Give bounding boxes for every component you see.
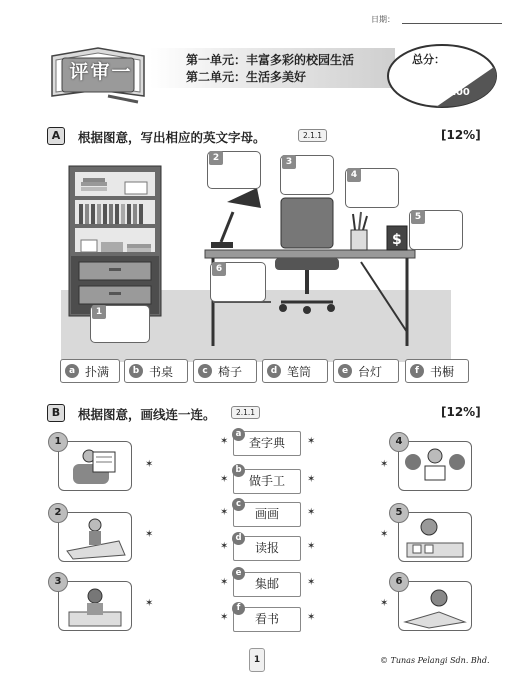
date-line	[402, 23, 502, 24]
word-dot-left-f[interactable]: ✶	[220, 612, 229, 623]
number-6-flower: 6	[389, 572, 409, 592]
word-dot-left-e[interactable]: ✶	[220, 577, 229, 588]
number-3-flower: 3	[48, 572, 68, 592]
option-c	[193, 359, 257, 383]
unit-1-title: 第一单元：丰富多彩的校园生活	[186, 53, 355, 67]
option-letter: d	[267, 364, 281, 378]
word-dot-left-c[interactable]: ✶	[220, 507, 229, 518]
number-2-flower: 2	[48, 503, 68, 523]
answer-number-6: 6	[212, 262, 226, 276]
word-dot-left-b[interactable]: ✶	[220, 474, 229, 485]
picture-card-5	[398, 512, 472, 562]
word-box-c: 画画	[233, 502, 301, 527]
handicraft-illustration	[59, 582, 131, 630]
word-dot-right-a[interactable]: ✶	[307, 436, 316, 447]
answer-number-5: 5	[411, 210, 425, 224]
svg-text:$: $	[392, 232, 402, 248]
picture-card-3	[58, 581, 132, 631]
picture-card-1	[58, 441, 132, 491]
option-text: 椅子	[218, 364, 243, 379]
word-box-f: 看书	[233, 607, 301, 632]
number-4-flower: 4	[389, 432, 409, 452]
word-box-a: 查字典	[233, 431, 301, 456]
option-d	[262, 359, 328, 383]
word-letter-a: a	[232, 428, 245, 441]
score-max: 100	[449, 87, 470, 98]
picture-card-6	[398, 581, 472, 631]
word-box-d: 读报	[233, 536, 301, 561]
number-5-flower: 5	[389, 503, 409, 523]
word-dot-left-a[interactable]: ✶	[220, 436, 229, 447]
option-text: 书桌	[149, 364, 174, 379]
section-a-marks: [12%]	[441, 128, 481, 142]
dictionary-illustration	[399, 582, 471, 630]
section-a-instruction: 根据图意，写出相应的英文字母。	[78, 130, 266, 145]
option-letter: e	[338, 364, 352, 378]
word-box-b: 做手工	[233, 469, 301, 494]
connect-dot-1[interactable]: ✶	[145, 459, 154, 470]
option-letter: c	[198, 364, 212, 378]
section-b-marks: [12%]	[441, 405, 481, 419]
section-a-badge: A	[47, 127, 65, 145]
picture-card-4	[398, 441, 472, 491]
connect-dot-5[interactable]: ✶	[380, 529, 389, 540]
section-b-badge: B	[47, 404, 65, 422]
answer-number-2: 2	[209, 151, 223, 165]
connect-dot-3[interactable]: ✶	[145, 598, 154, 609]
word-dot-right-c[interactable]: ✶	[307, 507, 316, 518]
answer-number-1: 1	[92, 305, 106, 319]
section-b-code: 2.1.1	[231, 406, 260, 419]
option-text: 扑满	[85, 364, 110, 379]
unit-2-title: 第二单元：生活多美好	[186, 70, 307, 84]
copyright-text: © Tunas Pelangi Sdn. Bhd.	[380, 656, 490, 665]
option-text: 台灯	[358, 364, 383, 379]
score-label: 总分：	[412, 53, 445, 66]
word-letter-b: b	[232, 464, 245, 477]
word-dot-left-d[interactable]: ✶	[220, 541, 229, 552]
connect-dot-6[interactable]: ✶	[380, 598, 389, 609]
word-box-e: 集邮	[233, 572, 301, 597]
option-letter: f	[410, 364, 424, 378]
connect-dot-2[interactable]: ✶	[145, 529, 154, 540]
option-text: 书橱	[430, 364, 455, 379]
word-letter-c: c	[232, 498, 245, 511]
picture-card-2	[58, 512, 132, 562]
section-a-code: 2.1.1	[298, 129, 327, 142]
section-b-instruction: 根据图意，画线连一连。	[78, 407, 216, 422]
connect-dot-4[interactable]: ✶	[380, 459, 389, 470]
word-dot-right-f[interactable]: ✶	[307, 612, 316, 623]
word-dot-right-d[interactable]: ✶	[307, 541, 316, 552]
answer-number-4: 4	[347, 168, 361, 182]
option-letter: b	[129, 364, 143, 378]
option-a	[60, 359, 120, 383]
drawing-illustration	[59, 513, 131, 561]
option-b	[124, 359, 188, 383]
date-label: 日期：	[371, 15, 395, 24]
reading-book-illustration	[399, 442, 471, 490]
word-dot-right-e[interactable]: ✶	[307, 577, 316, 588]
answer-number-3: 3	[282, 155, 296, 169]
number-1-flower: 1	[48, 432, 68, 452]
assessment-title: 评审一	[69, 61, 133, 83]
option-e	[333, 359, 399, 383]
option-text: 笔筒	[287, 364, 312, 379]
word-letter-e: e	[232, 567, 245, 580]
stamp-collecting-illustration	[399, 513, 471, 561]
reading-newspaper-illustration	[59, 442, 131, 490]
word-letter-d: d	[232, 532, 245, 545]
option-f	[405, 359, 469, 383]
page-number: 1	[249, 648, 265, 672]
word-letter-f: f	[232, 602, 245, 615]
word-dot-right-b[interactable]: ✶	[307, 474, 316, 485]
option-letter: a	[65, 364, 79, 378]
